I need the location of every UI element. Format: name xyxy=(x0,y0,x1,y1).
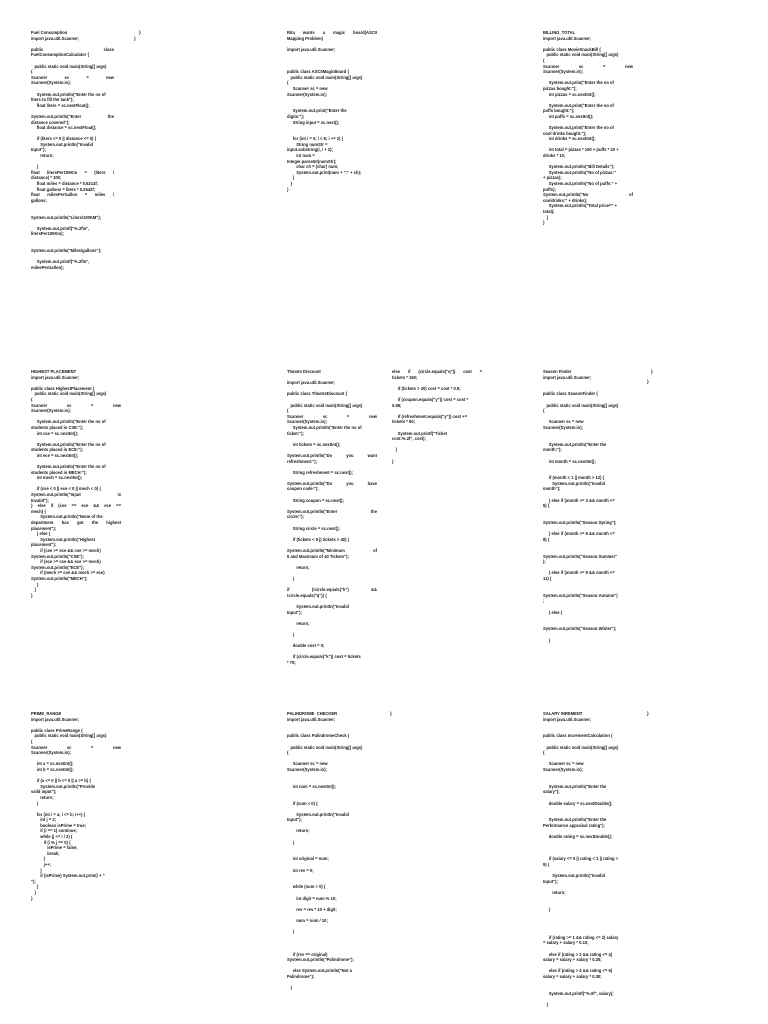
code-line: month"); xyxy=(543,486,561,492)
code-line: if (cse < 0 || ece < 0 || mech < 0) { xyxy=(31,486,101,492)
code-line: Scanner sc = new xyxy=(287,761,328,767)
code-line: float miles = distance * 0.6214f; xyxy=(31,181,99,187)
code-line: if (a <= 0 || b <= 0 || a >= b) { xyxy=(31,778,91,784)
code-line: int mech = sc.nextInt(); xyxy=(31,475,82,481)
code-line: Scanner(System.in); xyxy=(287,766,327,772)
code-line: System.out.println("Enter the no of xyxy=(31,464,106,470)
code-line: System.out.printf("%.2f\n", xyxy=(31,259,90,265)
code-line: } else if (month >= 6 && month <= xyxy=(543,531,615,537)
code-line: int b = sc.nextInt(); xyxy=(31,766,74,772)
code-line: System.out.println("Season:Winter"); xyxy=(543,626,617,632)
code-line: System.out.println("Do you want xyxy=(287,452,377,458)
code-line: if (liters <= 0 || distance <= 0) { xyxy=(31,136,97,142)
code-line: System.out.println("Enter the xyxy=(543,817,607,823)
code-line: if (rating >= 1 && rating <= 2) salary xyxy=(543,934,619,940)
code-line: "); xyxy=(31,878,36,884)
code-line: System.out.println("Invalid xyxy=(543,480,606,486)
code-line: double cost = 0; xyxy=(287,643,325,649)
code-line: !circle.equals("q")) { xyxy=(287,592,327,598)
code-line: public static void main(String[] args) xyxy=(31,733,107,739)
code-line: System.out.println("MECH"); xyxy=(31,575,88,581)
code-line: { xyxy=(543,408,545,414)
code-line: if (i == 1) continue; xyxy=(31,828,78,834)
code-line: { xyxy=(287,750,289,756)
code-line: + pizzas); xyxy=(543,175,562,181)
code-line: Input"); xyxy=(287,817,302,823)
code-line: } xyxy=(287,631,295,637)
code-line: FuelConsumptionCalculator { xyxy=(31,52,90,58)
code-line: if (coupon.equals("y")) cost = cost * xyxy=(392,396,469,402)
code-line: if (rev == original) xyxy=(287,951,328,957)
code-line: if (mech >= cse && mech >= ece) xyxy=(31,570,105,576)
code-line: if (tickets > 20) cost = cost * 0.9; xyxy=(392,385,461,391)
code-line: Fuel Consumption xyxy=(31,30,68,35)
code-line: * 75; xyxy=(287,659,296,665)
code-line: String numStr = xyxy=(287,141,328,147)
code-line: } xyxy=(31,592,33,598)
code-line: distance covered"); xyxy=(31,119,70,125)
code-line: public static void main(String[] args) xyxy=(287,744,363,750)
code-line: Scanner(System.in); xyxy=(543,766,583,772)
code-line: placement"); xyxy=(31,542,57,548)
code-line: int original = num; xyxy=(287,856,329,862)
code-line: } xyxy=(287,985,293,991)
code-line: if (circle.equals("k")) cost = tickets xyxy=(287,654,361,660)
code-line: System.out.println("Input is xyxy=(31,492,121,498)
code-line: while (j <= i / 2) { xyxy=(31,834,73,840)
code-line: department has got the highest xyxy=(31,520,121,526)
code-block-ascii-magic-board xyxy=(287,30,377,192)
code-line: int cse = sc.nextInt(); xyxy=(31,430,79,436)
code-line: } xyxy=(392,458,394,464)
closing-brace: } xyxy=(647,379,649,384)
code-line: } xyxy=(543,637,551,643)
code-line: System.out.println("Bill Details"); xyxy=(543,164,615,170)
code-line: System.out.println("Enter the xyxy=(31,113,114,119)
code-line: HIGHEST PLACEMENT xyxy=(31,369,77,374)
code-line: System.out.println("Enter the no of xyxy=(31,91,106,97)
code-line: int a = sc.nextInt(); xyxy=(31,761,74,767)
code-line: Input"); xyxy=(287,609,302,615)
code-line: Performance appraisal rating"); xyxy=(543,822,605,828)
code-line: { xyxy=(287,408,289,414)
code-line: System.out.println("Enter the xyxy=(543,441,607,447)
code-line: int j = 2; xyxy=(31,817,57,823)
code-line: } xyxy=(543,906,551,912)
code-line: public class PalindromeCheck { xyxy=(287,733,350,739)
code-line: return; xyxy=(287,564,310,570)
code-line: if (refreshment.equals("y")) cost += xyxy=(392,413,467,419)
code-line: Scanner(System.in); xyxy=(543,424,583,430)
code-line: Rita wants a magic board(ASCII xyxy=(287,30,377,35)
code-line: public static void main(String[] args) xyxy=(31,391,107,397)
code-line: System.out.print("Enter the no of xyxy=(543,102,614,108)
code-line: int puffs = sc.nextInt(); xyxy=(543,113,594,119)
code-line: int num = sc.nextInt(); xyxy=(287,783,336,789)
code-line: System.out.printf("%.0f", salary); xyxy=(543,990,614,996)
code-line: public class ASCIIMagicBoard { xyxy=(287,69,350,75)
code-block-theatre-discount-continued xyxy=(392,369,482,464)
code-line: } xyxy=(31,800,39,806)
code-line: public class TheatreDiscount { xyxy=(287,391,348,397)
code-line: if (num < 0) { xyxy=(287,800,318,806)
code-line: } else { xyxy=(543,609,563,615)
code-line: System.out.println("Do you have xyxy=(287,480,377,486)
code-line: Integer.parseInt(numStr); xyxy=(287,158,337,164)
code-line: float litersPer100Km = (liters / xyxy=(31,169,114,175)
code-line: String input = sc.next(); xyxy=(287,119,340,125)
code-line: } else if (cse == ece && ece == xyxy=(31,503,121,509)
code-line: int tickets = sc.nextInt(); xyxy=(287,441,341,447)
code-line: } xyxy=(287,181,293,187)
code-line: Scanner sc = new xyxy=(287,413,377,419)
code-line: salary = salary + salary * 0.30; xyxy=(543,973,602,979)
code-line: Mapping Problem) xyxy=(287,35,324,41)
code-line: if (salary <= 0 || rating < 1 || rating > xyxy=(543,856,619,862)
code-line: { xyxy=(543,57,545,63)
code-line: if (cse >= ece && cse >= mech) xyxy=(31,548,101,553)
code-line: float gallons = liters * 0.2642f; xyxy=(31,186,96,192)
code-line: System.out.println("Invalid xyxy=(287,811,350,817)
code-line: mech) { xyxy=(31,508,46,514)
code-line: = salary + salary * 0.10; xyxy=(543,940,589,946)
code-line: public class IncrementCalculation { xyxy=(543,733,613,739)
code-line: } xyxy=(31,164,39,170)
code-line: import java.util.Scanner; xyxy=(287,716,336,722)
closing-brace: } xyxy=(139,30,141,35)
code-line: { xyxy=(31,396,33,402)
code-line: } xyxy=(31,867,42,873)
code-line: float milesPerGallon = miles / xyxy=(31,192,114,198)
code-line: isPrime = false; xyxy=(31,845,78,851)
code-line: System.out.print("Enter the xyxy=(287,108,347,114)
code-line: Scanner(System.in); xyxy=(287,419,327,425)
code-line: System.out.println("Season:Autumn") xyxy=(543,592,618,598)
code-line: { xyxy=(543,750,545,756)
code-line: System.out.print("Enter the no of xyxy=(543,80,614,86)
code-line: String coupon = sc.next(); xyxy=(287,497,344,503)
code-line: } xyxy=(287,186,289,192)
closing-brace: } xyxy=(390,711,392,716)
closing-brace: } xyxy=(647,711,649,716)
code-line: public static void main(String[] args) xyxy=(287,402,363,408)
code-line: valid input"); xyxy=(31,789,57,795)
code-line: public class MovieSnackBill { xyxy=(543,46,601,52)
code-line: System.out.println("Liters/100KM"); xyxy=(31,214,102,220)
code-line: if (ece >= cse && ece >= mech) xyxy=(31,559,101,565)
code-line: Scanner(System.in); xyxy=(31,750,71,756)
code-line: Scanner(System.in); xyxy=(543,69,583,75)
code-block-highest-placement xyxy=(31,369,121,598)
code-line: Scanner sc = new xyxy=(31,744,121,750)
code-line: Scanner sc = new xyxy=(31,74,114,80)
code-line: int total = pizzas * 100 + puffs * 20 + xyxy=(543,147,619,153)
code-block-salary-increment xyxy=(543,711,633,1007)
code-line: import java.util.Scanner; xyxy=(31,374,80,380)
code-line: public static void main(String[] args) xyxy=(543,52,619,58)
code-line: tickets * 150; xyxy=(392,374,418,380)
code-line: placement"); xyxy=(31,525,57,531)
code-line: int rev = 0; xyxy=(287,867,314,873)
code-line: System.out.println("Enter the xyxy=(287,508,377,514)
code-line: public class xyxy=(31,46,114,52)
code-line: import java.util.Scanner; xyxy=(31,716,80,722)
code-line: int digit = num % 10; xyxy=(287,895,337,901)
code-line: System.out.println("Invalid xyxy=(31,141,94,147)
code-line: return; xyxy=(543,890,566,895)
code-line: int ece = sc.nextInt(); xyxy=(31,452,79,458)
code-line: refreshment:"); xyxy=(287,458,317,464)
code-line: puffs bought:"); xyxy=(543,108,575,114)
code-line: System.out.println("CSE"); xyxy=(31,553,84,559)
code-line: Scanner sc = new xyxy=(287,85,328,91)
code-line: System.out.println("No of puffs:" + xyxy=(543,181,618,187)
code-line: } else { xyxy=(31,531,51,537)
code-line: students placed in ECE:"); xyxy=(31,447,84,453)
code-line: for (int i = a; i <= b; i++) { xyxy=(31,811,86,817)
code-line: PALINDROME CHECKER xyxy=(287,711,338,716)
code-line: else if (rating > 4 && rating <= 5) xyxy=(543,968,613,974)
code-line: System.out.println("Invalid xyxy=(287,603,350,609)
code-line: Scanner sc = new xyxy=(31,402,121,408)
closing-brace: } xyxy=(651,369,653,374)
code-line: Season Finder xyxy=(543,369,572,374)
code-line: else if (circle.equals("q")) cost = xyxy=(392,369,482,374)
code-line: System.out.println("Minimum of xyxy=(287,548,377,553)
code-line: cost:%.2f", cost); xyxy=(392,436,426,442)
code-line: gallons; xyxy=(31,197,47,203)
code-line: public class SeasonFinder { xyxy=(543,391,598,397)
code-line: Scanner sc = new xyxy=(543,419,584,425)
code-line: else System.out.println("Not a xyxy=(287,968,352,974)
code-line: float distance = sc.nextFloat(); xyxy=(31,125,97,131)
code-line: System.out.println("Invalid xyxy=(543,873,606,879)
code-line: cool drinks bought:"); xyxy=(543,130,587,136)
code-line: import java.util.Scanner; xyxy=(543,374,592,380)
code-line: Theatre Discount xyxy=(287,369,321,374)
code-line: System.out.println("None of the xyxy=(31,514,103,520)
code-line: } xyxy=(287,929,295,935)
code-line: } xyxy=(392,447,398,453)
code-line: import java.util.Scanner; xyxy=(543,716,592,722)
code-line: tickets * 50; xyxy=(392,419,416,425)
code-line: public class PrimeRange { xyxy=(31,727,83,733)
code-line: 5) { xyxy=(543,503,550,509)
code-line: milesPerGallon); xyxy=(31,264,64,270)
code-line: PRIME_RANGE xyxy=(31,711,62,716)
code-line: int num = xyxy=(287,153,315,159)
code-line: System.out.printf("%.2f\n", xyxy=(31,225,90,231)
code-line: int pizzas = sc.nextInt(); xyxy=(543,91,596,97)
code-line: System.out.println("Season:Summer" xyxy=(543,553,618,559)
code-line: Scanner(System.in); xyxy=(31,408,71,414)
code-line: int month = sc.nextInt(); xyxy=(543,458,596,464)
code-line: return; xyxy=(31,794,54,800)
code-line: System.out.println("Miles/gallons"); xyxy=(31,248,102,254)
code-line: liters to fill the tank"); xyxy=(31,97,74,103)
code-line: for (int i = 0; i < 6; i += 2) { xyxy=(287,136,344,142)
code-line: boolean isPrime = true; xyxy=(31,822,87,828)
code-line: System.out.printf("Ticket xyxy=(392,430,448,436)
code-line: if (month < 1 || month > 12) { xyxy=(543,475,605,481)
code-line: drinks * 10; xyxy=(543,153,566,159)
code-line: ticket:"); xyxy=(287,430,304,436)
code-line: String refreshment = sc.next(); xyxy=(287,469,353,475)
code-line: } xyxy=(287,175,295,181)
code-line: import java.util.Scanner; xyxy=(287,380,336,386)
code-line: int drinks = sc.nextInt(); xyxy=(543,136,596,142)
code-line: 5) { xyxy=(543,862,550,868)
code-line: System.out.println("Provide xyxy=(31,783,96,789)
code-line: students placed in CSE:"); xyxy=(31,424,84,430)
code-line: } xyxy=(543,1001,549,1007)
code-line: 5 and Maximum of 40 Tickets"); xyxy=(287,553,349,559)
code-line: public class HighestPlacement { xyxy=(31,385,95,391)
code-line: { xyxy=(31,738,33,744)
code-block-billing-total xyxy=(543,30,633,226)
code-line: } xyxy=(31,895,33,901)
code-line: return; xyxy=(287,620,310,626)
code-line: double salary = sc.nextDouble(); xyxy=(543,800,613,806)
code-line: } xyxy=(287,839,295,845)
code-line: Invalid"); xyxy=(31,497,49,503)
code-line: SALARY INREMENT xyxy=(543,711,583,716)
code-line: System.out.println("Palindrome"); xyxy=(287,957,354,963)
code-line: if (!circle.equals("k") && xyxy=(287,587,377,593)
code-line: break; xyxy=(31,850,60,856)
closing-brace: } xyxy=(134,36,136,41)
code-line: } xyxy=(543,220,545,226)
code-line: if (tickets < 5 || tickets > 40) { xyxy=(287,536,350,542)
code-line: total); xyxy=(543,209,555,214)
code-line: System.out.println("Season:Spring"); xyxy=(543,520,617,526)
code-line: Scanner(System.in); xyxy=(287,91,327,97)
code-line: { xyxy=(31,69,33,75)
code-line: } else if (month >= 3 && month <= xyxy=(543,497,615,503)
code-line: public static void main(String[] args) xyxy=(287,74,363,80)
code-line: public static void main(String[] args) xyxy=(31,63,107,69)
code-line: } else if (month >= 9 && month <= xyxy=(543,570,615,576)
code-block-theatre-discount xyxy=(287,369,377,665)
code-line: Palindrome"); xyxy=(287,973,315,979)
code-block-season-finder xyxy=(543,369,633,643)
code-line: System.out.println("Enter the no of xyxy=(287,424,362,430)
code-line: cooldrinks:" + drinks); xyxy=(543,197,588,203)
code-line: public static void main(String[] args) xyxy=(543,744,619,750)
code-line: digits:"); xyxy=(287,113,305,119)
code-line: import java.util.Scanner; xyxy=(287,46,336,52)
code-line: System.out.print("Enter the no of xyxy=(543,125,614,131)
code-line: salary = salary + salary * 0.25; xyxy=(543,957,602,963)
code-line: System.out.println("Total price=" + xyxy=(543,203,617,209)
code-line: System.out.println("No of xyxy=(543,192,633,198)
code-line: System.out.println("Enter the no of xyxy=(31,441,106,447)
code-line: char ch = (char) num; xyxy=(287,164,339,170)
code-line: input.substring(i, i + 2); xyxy=(287,147,333,153)
code-line: } xyxy=(31,884,39,890)
code-line: System.out.println("Enter the no of xyxy=(31,419,106,425)
code-line: salary"); xyxy=(543,789,560,795)
code-line: BILLING_TOTAL xyxy=(543,30,576,35)
code-line: puffs); xyxy=(543,186,556,192)
code-line: if (i % j == 0) { xyxy=(31,839,71,845)
code-line: month:"); xyxy=(543,447,562,453)
code-line: { xyxy=(287,80,289,86)
code-line: j++; xyxy=(31,862,52,868)
code-line: public static void main(String[] args) xyxy=(543,402,619,408)
code-line: pizzas bought:"); xyxy=(543,85,577,91)
code-line: Scanner sc = new xyxy=(543,761,584,767)
code-line: ); xyxy=(543,559,546,565)
code-line: students placed in MECH:"); xyxy=(31,469,87,475)
code-line: distance) * 100; xyxy=(31,175,62,181)
code-line: } xyxy=(31,581,39,587)
code-line: num = num / 10; xyxy=(287,917,328,923)
code-line: System.out.println("Enter the xyxy=(543,783,607,789)
code-line: circle:"); xyxy=(287,514,304,520)
code-line: while (num > 0) { xyxy=(287,884,326,890)
code-line: coupon code:"); xyxy=(287,486,319,492)
code-line: float liters = sc.nextFloat(); xyxy=(31,102,90,108)
code-line: ; xyxy=(543,598,545,604)
code-line: Input"); xyxy=(31,147,46,153)
code-line: String circle = sc.next(); xyxy=(287,525,340,531)
code-line: if (isPrime) System.out.print(i + " xyxy=(31,873,105,879)
code-line: System.out.println("Highest xyxy=(31,536,96,542)
code-line: 0.98; xyxy=(392,402,402,408)
code-block-palindrome-checker xyxy=(287,711,377,991)
code-line: rev = rev * 10 + digit; xyxy=(287,906,337,912)
code-line: } xyxy=(287,575,295,581)
code-line: Input"); xyxy=(543,878,558,884)
code-line: Scanner sc = new xyxy=(543,63,633,69)
code-block-prime-range xyxy=(31,711,121,901)
code-line: double rating = sc.nextDouble(); xyxy=(543,834,613,840)
code-block-fuel-consumption xyxy=(31,30,114,271)
code-line: } xyxy=(31,856,46,862)
code-line: return; xyxy=(31,153,54,159)
code-line: litersPer100Km); xyxy=(31,231,64,237)
code-line: 11) { xyxy=(543,575,552,581)
code-line: } xyxy=(31,890,37,895)
code-line: Scanner(System.in); xyxy=(31,80,71,86)
code-line: } xyxy=(31,587,37,593)
code-line: import java.util.Scanner; xyxy=(543,35,592,41)
code-line: } xyxy=(543,214,549,220)
code-line: return; xyxy=(287,828,310,834)
code-line: System.out.println("No of pizzas:" xyxy=(543,169,616,175)
code-line: System.out.print(num + ":" + ch); xyxy=(287,169,362,175)
code-line: else if (rating > 2 && rating <= 4) xyxy=(543,951,613,957)
code-line: System.out.println("ECE"); xyxy=(31,564,84,570)
code-line: 8) { xyxy=(543,536,550,542)
code-line: import java.util.Scanner; xyxy=(31,35,80,41)
